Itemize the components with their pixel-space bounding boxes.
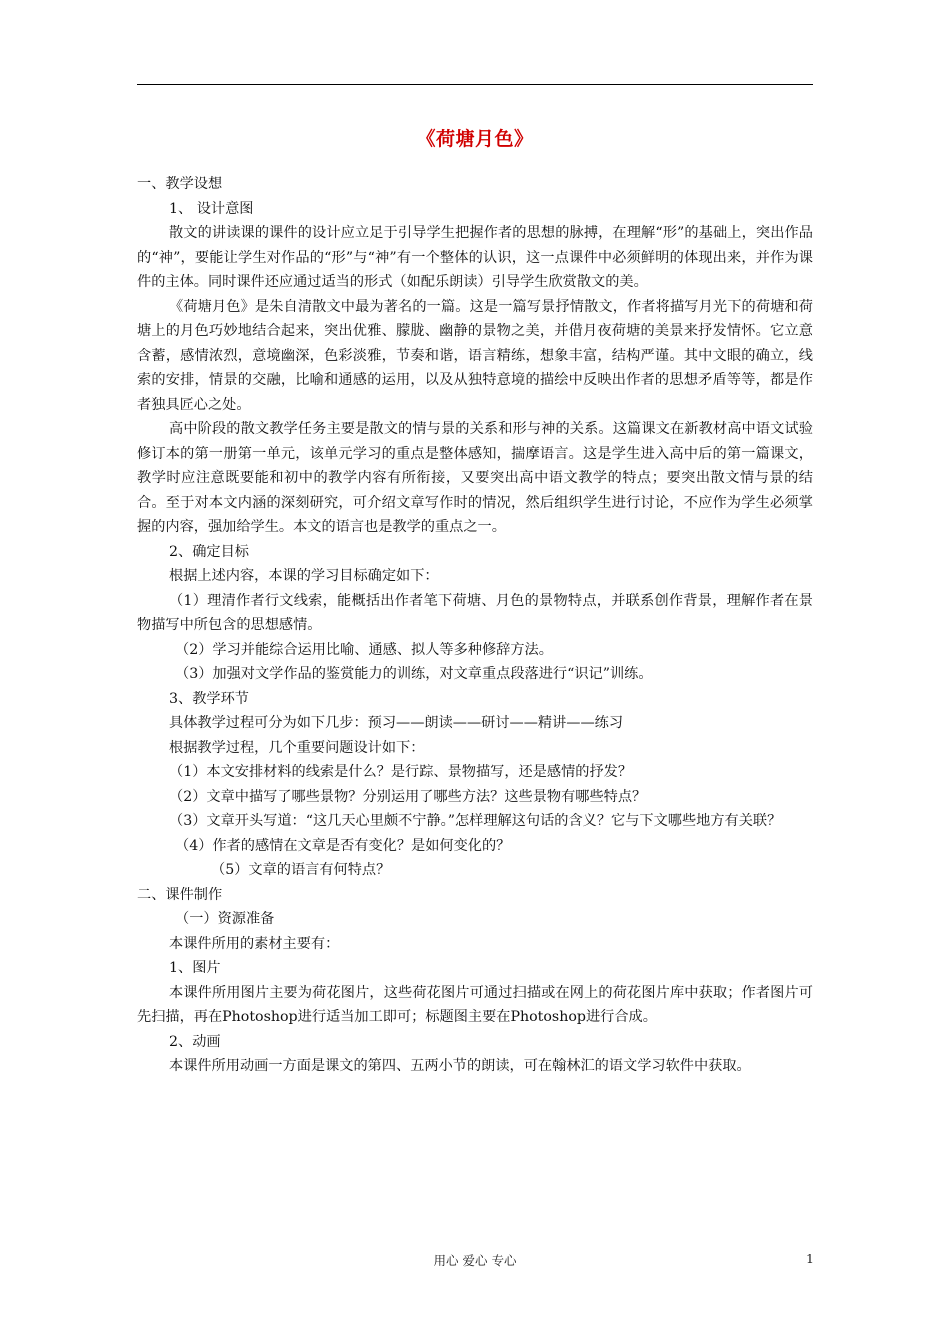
subsection-heading: 2、确定目标 [169,543,249,560]
question-item: （5）文章的语言有何特点？ [211,862,391,878]
paragraph: 本课件所用动画一方面是课文的第四、五两小节的朗读，可在翰林汇的语文学习软件中获取。 [169,1058,751,1074]
paragraph: 根据教学过程，几个重要问题设计如下： [169,739,425,756]
paragraph: 散文的讲读课的课件的设计应立足于引导学生把握作者的思想的脉搏，在理解“形”的基础上，突出作品的“神”，要能让学生对作品的“形”与“神”有一个整体的认识，这一点课件中必须鲜明的体现出来，并作为课件的主体。同时课件还应通过适当的形式（如配乐朗读）引导学生欣赏散文的美。 [137,225,813,290]
paragraph: 本课件所用图片主要为荷花图片，这些荷花图片可通过扫描或在网上的荷花图片库中获取；作者图片可先扫描，再在Photoshop进行适当加工即可；标题图主要在Photoshop进行合成。 [137,984,813,1025]
goal-item: （2）学习并能综合运用比喻、通感、拟人等多种修辞方法。 [175,641,553,658]
page-number: 1 [806,1251,814,1266]
paragraph: 具体教学过程可分为如下几步：预习——朗读——研讨——精讲——练习 [169,715,624,731]
section-heading: 一、教学设想 [137,176,223,192]
goal-item: （1）理清作者行文线索，能概括出作者笔下荷塘、月色的景物特点，并联系创作背景，理解作者在景物描写中所包含的思想感情。 [137,592,813,633]
paragraph: 高中阶段的散文教学任务主要是散文的情与景的关系和形与神的关系。这篇课文在新教材高中语文试验修订本的第一册第一单元，该单元学习的重点是整体感知，揣摩语言。这是学生进入高中后的第一篇课文，教学时应注意既要能和初中的教学内容有所衔接，又要突出高中语文教学的特点；要突出散文情与景的结合。至于对本文内涵的深刻研究，可介绍文章写作时的情况，然后组织学生进行讨论，不应作为学生必须掌握的内容，强加给学生。本文的语言也是教学的重点之一。 [137,421,813,535]
document-body [137,172,813,1079]
subsection-heading: 1、图片 [169,960,221,976]
goal-item: （3）加强对文学作品的鉴赏能力的训练，对文章重点段落进行“识记”训练。 [175,666,653,682]
question-item: （4）作者的感情在文章是否有变化？是如何变化的？ [175,837,511,854]
subsection-heading: 1、 设计意图 [169,200,254,217]
question-item: （2）文章中描写了哪些景物？分别运用了哪些方法？这些景物有哪些特点？ [169,788,647,805]
question-item: （3）文章开头写道：“这几天心里颇不宁静。”怎样理解这句话的含义？它与下文哪些地方有关联？ [169,813,782,829]
subsection-heading: 3、教学环节 [169,690,249,707]
header-rule [137,84,813,85]
paragraph: 本课件所用的素材主要有： [169,935,340,952]
subsection-heading: 2、动画 [169,1033,221,1050]
question-item: （1）本文安排材料的线索是什么？是行踪、景物描写，还是感情的抒发？ [169,764,633,780]
section-heading: 二、课件制作 [137,886,223,903]
document-title: 《荷塘月色》 [416,128,534,150]
paragraph: 《荷塘月色》是朱自清散文中最为著名的一篇。这是一篇写景抒情散文，作者将描写月光下的荷塘和荷塘上的月色巧妙地结合起来，突出优雅、朦胧、幽静的景物之美，并借月夜荷塘的美景来抒发情怀。它立意含蓄，感情浓烈，意境幽深，色彩淡雅，节奏和谐，语言精练，想象丰富，结构严谨。其中文眼的确立，线索的安排，情景的交融，比喻和通感的运用，以及从独特意境的描绘中反映出作者的思想矛盾等等，都是作者独具匠心之处。 [137,298,813,413]
paragraph: 根据上述内容，本课的学习目标确定如下： [169,568,439,584]
subsection-heading: （一）资源准备 [175,911,275,927]
footer-motto: 用心 爱心 专心 [433,1253,517,1268]
